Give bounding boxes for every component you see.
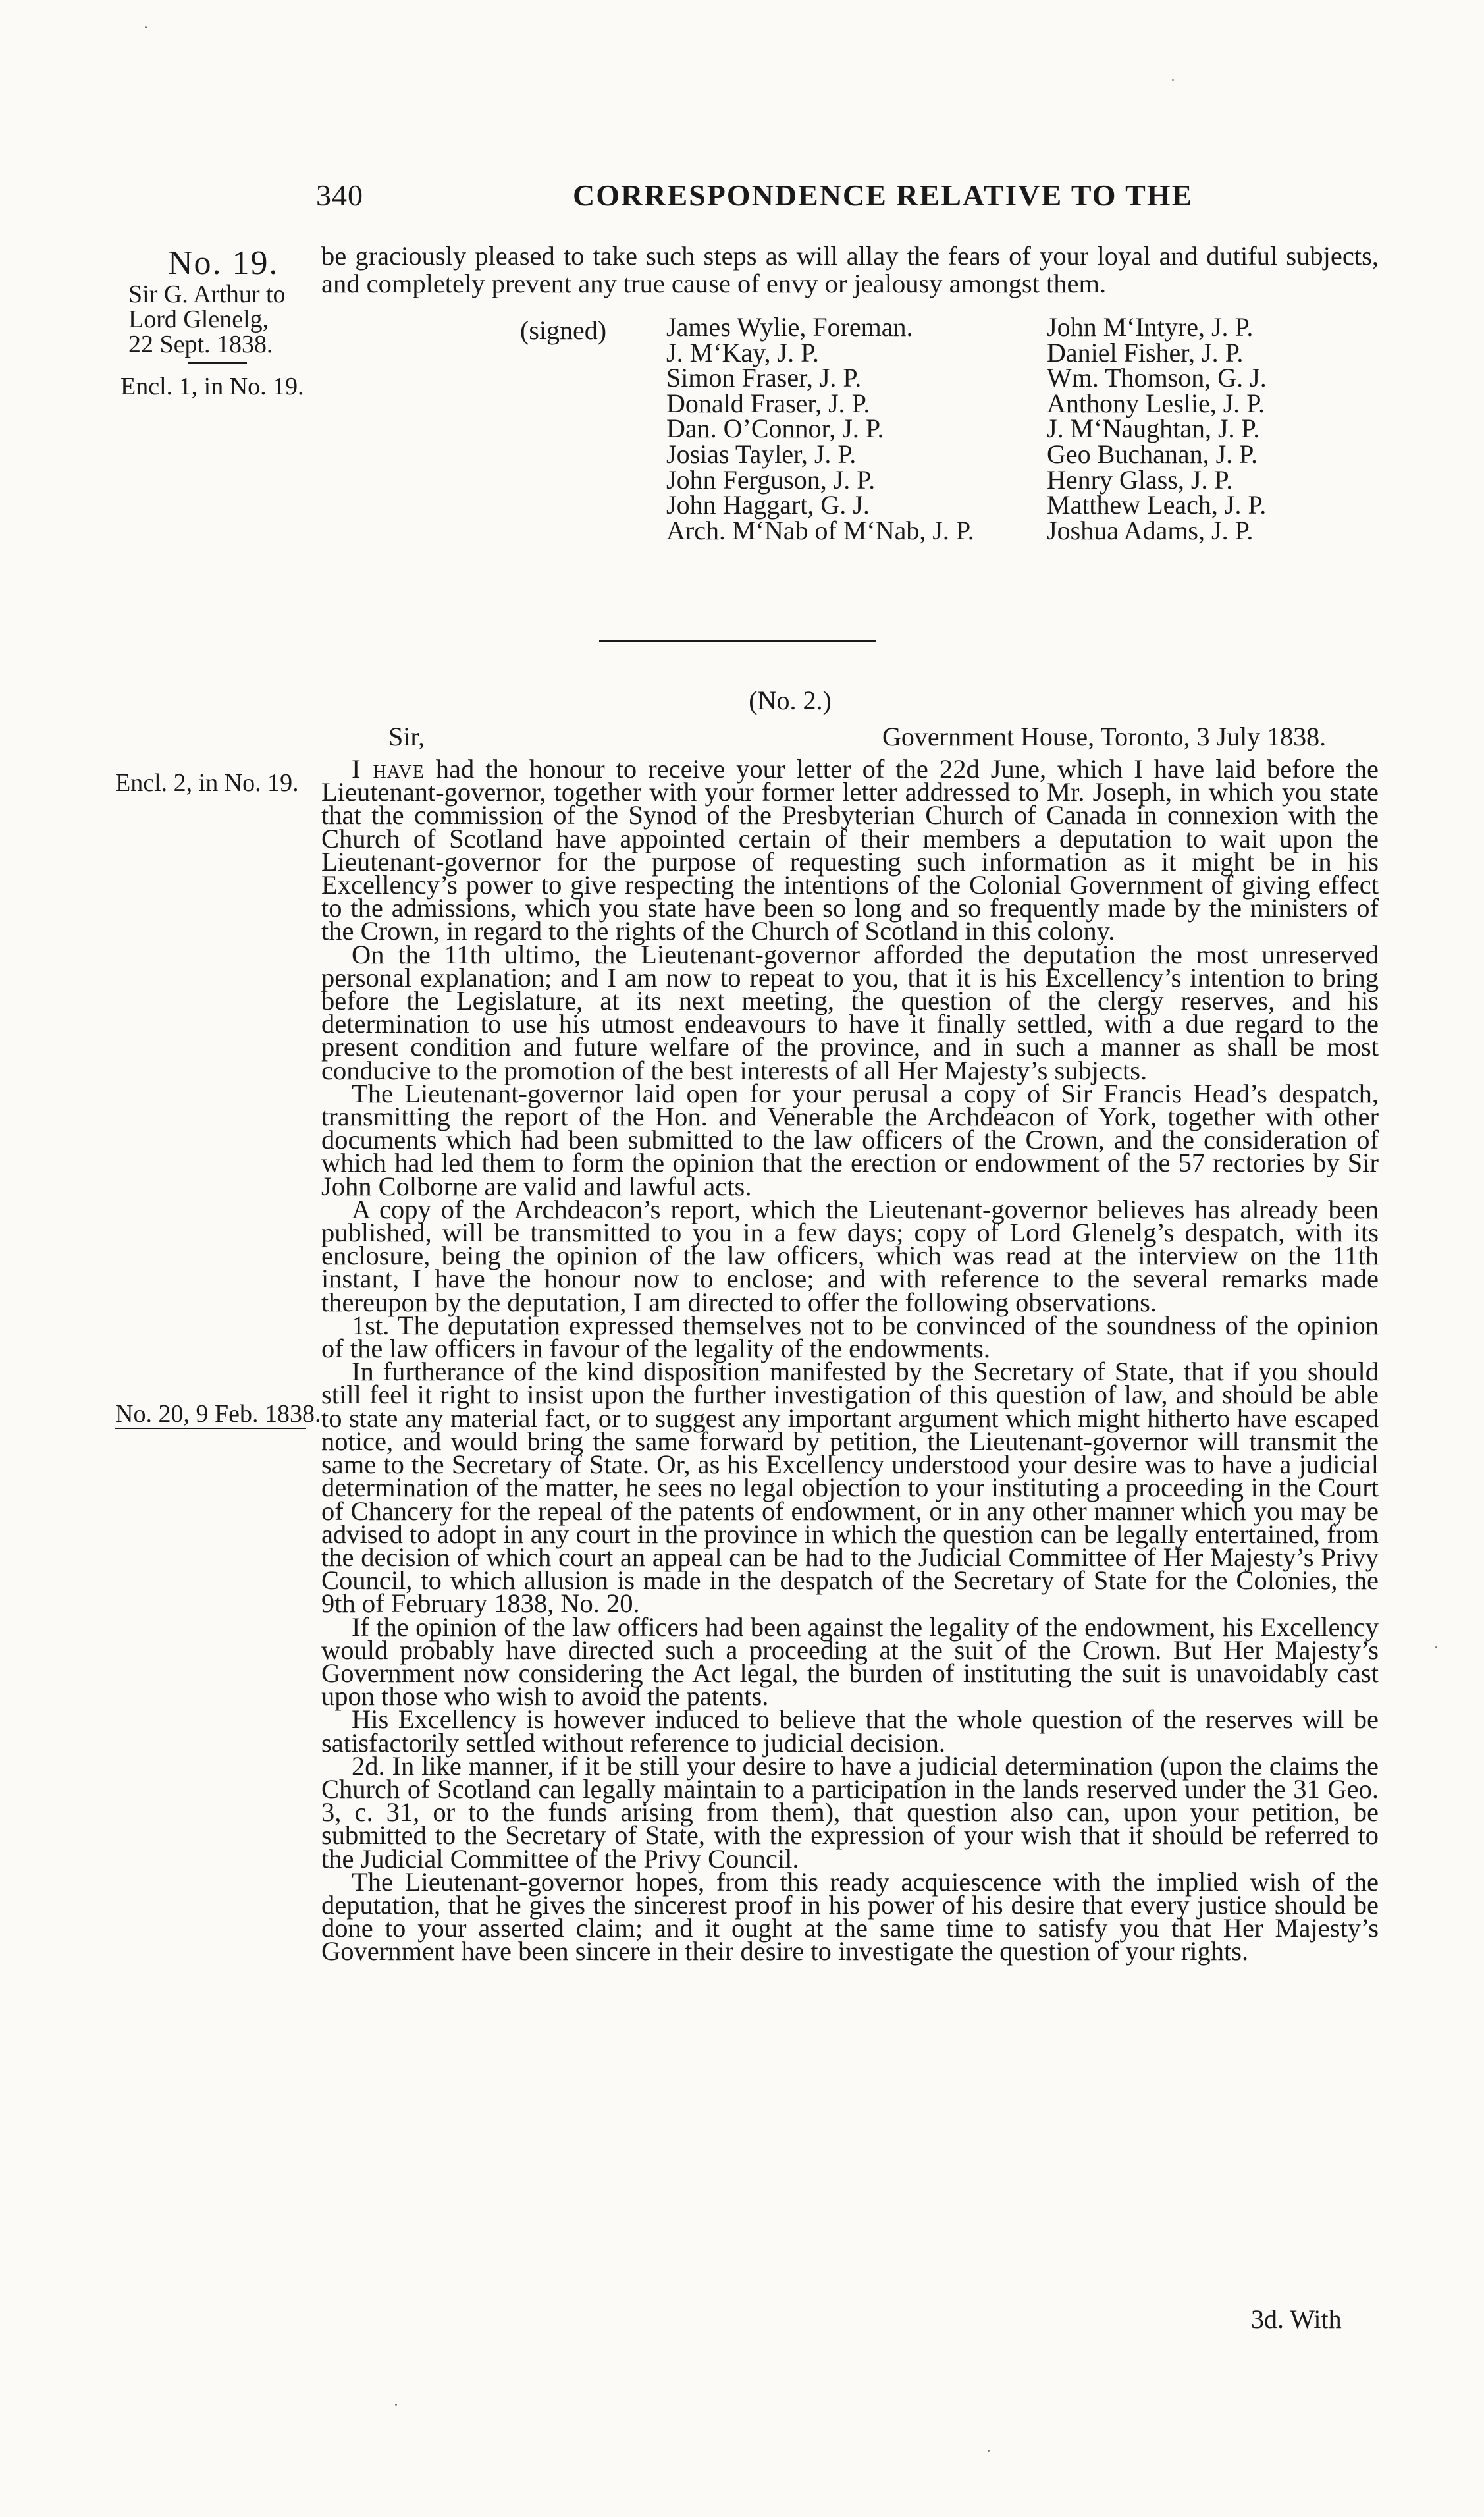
signatory: Henry Glass, J. P. bbox=[1047, 464, 1233, 495]
margin-reference-rule bbox=[115, 1428, 306, 1429]
signatory: Matthew Leach, J. P. bbox=[1047, 490, 1267, 520]
signatory: John Haggart, G. J. bbox=[666, 490, 870, 520]
opening-paragraph bbox=[321, 242, 1379, 298]
signed-label: (signed) bbox=[520, 315, 607, 345]
paper-speck bbox=[988, 2450, 990, 2452]
signatory: Simon Fraser, J. P. bbox=[666, 363, 862, 393]
signatory: Arch. M‘Nab of M‘Nab, J. P. bbox=[666, 515, 974, 545]
paragraph-3: The Lieutenant-governor laid open for your perusal a copy of Sir Francis Head’s despatch, transmitting the report of the Hon. and Venerable the Archdeacon of York, together with other documents which had been submitted to the law officers of the Crown, and the consideration of which had led them to form the opinion that the erection or endowment of the 57 rectories by Sir John Colborne are valid and lawful acts. bbox=[321, 1078, 1379, 1201]
paragraph-6: In furtherance of the kind disposition manifested by the Secretary of State, that if you should still feel it right to insist upon the further investigation of this question of law, and should be able to state any material fact, or to suggest any important argument which might hitherto have escaped notice, and would bring the same forward by petition, the Lieutenant-governor will transmit the same to the Secretary of State. Or, as his Excellency understood your desire was to have a judicial determination of the matter, he sees no legal objection to your instituting a proceeding in the Court of Chancery for the repeal of the patents of endowment, or in any other manner which you may be advised to adopt in any court in the province in which the question can be legally entertained, from the decision of which court an appeal can be had to the Judicial Committee of Her Majesty’s Privy Council, to which allusion is made in the despatch of the Secretary of State for the Colonies, the 9th of February 1838, No. 20. bbox=[321, 1357, 1379, 1619]
paper-speck bbox=[145, 26, 147, 28]
paragraph-1-text: had the honour to receive your letter of the 22d June, which I have laid before the Lieutenant-governor, together with your former letter addressed to Mr. Joseph, in which you state that the commission of the Synod of the Presbyterian Church of Canada in connexion with the Church of Scotland have appointed certain of their members a deputation to wait upon the Lieutenant-governor for the purpose of requesting such information as it might be in his Excellency’s power to give respecting the intentions of the Colonial Government of giving effect to the admissions, which you state have been so long and so frequently made by the ministers of the Crown, in regard to the rights of the Church of Scotland in this colony. bbox=[321, 754, 1379, 946]
margin-reference: No. 20, 9 Feb. 1838. bbox=[115, 1400, 321, 1428]
paragraph-4: A copy of the Archdeacon’s report, which the Lieutenant-governor believes has already been published, will be transmitted to you in a few days; copy of Lord Glenelg’s despatch, with its enclosure, being the opinion of the law officers, which was read at the interview on the 11th instant, I have the honour now to enclose; and with reference to the several remarks made thereupon by the deputation, I am directed to offer the following observations. bbox=[321, 1194, 1379, 1317]
paper-speck bbox=[395, 2404, 397, 2406]
margin-enclosure-1: Encl. 1, in No. 19. bbox=[120, 373, 304, 400]
opening-text: be graciously pleased to take such steps as will allay the fears of your loyal and dutiful subjects, and completely prevent any true cause of envy or jealousy amongst them. bbox=[321, 241, 1379, 298]
signatory: Geo Buchanan, J. P. bbox=[1047, 439, 1258, 469]
place-date: Government House, Toronto, 3 July 1838. bbox=[882, 722, 1327, 751]
signatory: James Wylie, Foreman. bbox=[666, 312, 913, 342]
signatory: Joshua Adams, J. P. bbox=[1047, 515, 1254, 545]
signatory: John M‘Intyre, J. P. bbox=[1047, 312, 1254, 342]
signatory: Dan. O’Connor, J. P. bbox=[666, 414, 884, 444]
section-divider bbox=[599, 640, 876, 642]
document-number: No. 19. bbox=[168, 244, 279, 282]
paragraph-2: On the 11th ultimo, the Lieutenant-governor afforded the deputation the most unreserved personal explanation; and I am now to repeat to you, that it is his Excellency’s intention to bring before the Legislature, at its next meeting, the question of the clergy reserves, and his determination to use his utmost endeavours to have it finally settled, with a due regard to the present condition and future welfare of the province, and in such a manner as shall be most conducive to the promotion of the best interests of all Her Majesty’s subjects. bbox=[321, 939, 1379, 1085]
signatory: J. M‘Naughtan, J. P. bbox=[1047, 414, 1260, 444]
margin-divider bbox=[188, 362, 247, 364]
margin-enclosure-2: Encl. 2, in No. 19. bbox=[115, 769, 299, 797]
margin-writer: Sir G. Arthur to bbox=[128, 281, 286, 308]
signatory: Daniel Fisher, J. P. bbox=[1047, 337, 1244, 367]
paragraph-1 bbox=[321, 754, 1379, 946]
paragraph-10: The Lieutenant-governor hopes, from this ready acquiescence with the implied wish of the deputation, that he gives the sincerest proof in his power of his desire that every justice should be done to your asserted claim; and it ought at the same time to satisfy you that Her Majesty’s Government have been sincere in their desire to investigate the question of your rights. bbox=[321, 1866, 1379, 1966]
paragraph-9: 2d. In like manner, if it be still your desire to have a judicial determination (upon the claims the Church of Scotland can legally maintain to a participation in the lands reserved under the 31 Geo. 3, c. 31, or to the funds arising from them), that question also can, upon your petition, be submitted to the Secretary of State, with the expression of your wish that it should be referred to the Judicial Committee of the Privy Council. bbox=[321, 1750, 1379, 1874]
opening-words: I have bbox=[352, 754, 425, 784]
page-title: CORRESPONDENCE RELATIVE TO THE bbox=[573, 178, 1194, 212]
signatory: Donald Fraser, J. P. bbox=[666, 388, 870, 418]
signatory: J. M‘Kay, J. P. bbox=[666, 337, 819, 367]
running-head bbox=[316, 178, 1251, 224]
catchword: 3d. With bbox=[1251, 2304, 1342, 2334]
letter-number: (No. 2.) bbox=[749, 686, 832, 715]
signatory-column-1 bbox=[666, 312, 974, 545]
margin-note-document bbox=[109, 245, 326, 357]
margin-date: 22 Sept. 1838. bbox=[128, 331, 273, 358]
paragraph-7: If the opinion of the law officers had been against the legality of the endowment, his Excellency would probably have directed such a proceeding at the suit of the Crown. But Her Majesty’s Government now considering the Act legal, the burden of instituting the suit is unavoidably cast upon those who wish to avoid the patents. bbox=[321, 1611, 1379, 1712]
paper-speck bbox=[1172, 79, 1174, 81]
signatory: John Ferguson, J. P. bbox=[666, 464, 876, 495]
signatory: Josias Tayler, J. P. bbox=[666, 439, 857, 469]
paragraph-8: His Excellency is however induced to believe that the whole question of the reserves will be satisfactorily settled without reference to judicial decision. bbox=[321, 1704, 1379, 1758]
signatory: Anthony Leslie, J. P. bbox=[1047, 388, 1265, 418]
paper-speck bbox=[1435, 1646, 1437, 1648]
page-number: 340 bbox=[316, 178, 363, 212]
paragraph-5: 1st. The deputation expressed themselves not to be convinced of the soundness of the opinion of the law officers in favour of the legality of the endowments. bbox=[321, 1310, 1379, 1364]
margin-recipient: Lord Glenelg, bbox=[128, 306, 269, 333]
letter-body bbox=[321, 754, 1379, 1966]
salutation: Sir, bbox=[388, 722, 425, 751]
signatory-column-2 bbox=[1047, 312, 1267, 545]
signatory: Wm. Thomson, G. J. bbox=[1047, 363, 1267, 393]
